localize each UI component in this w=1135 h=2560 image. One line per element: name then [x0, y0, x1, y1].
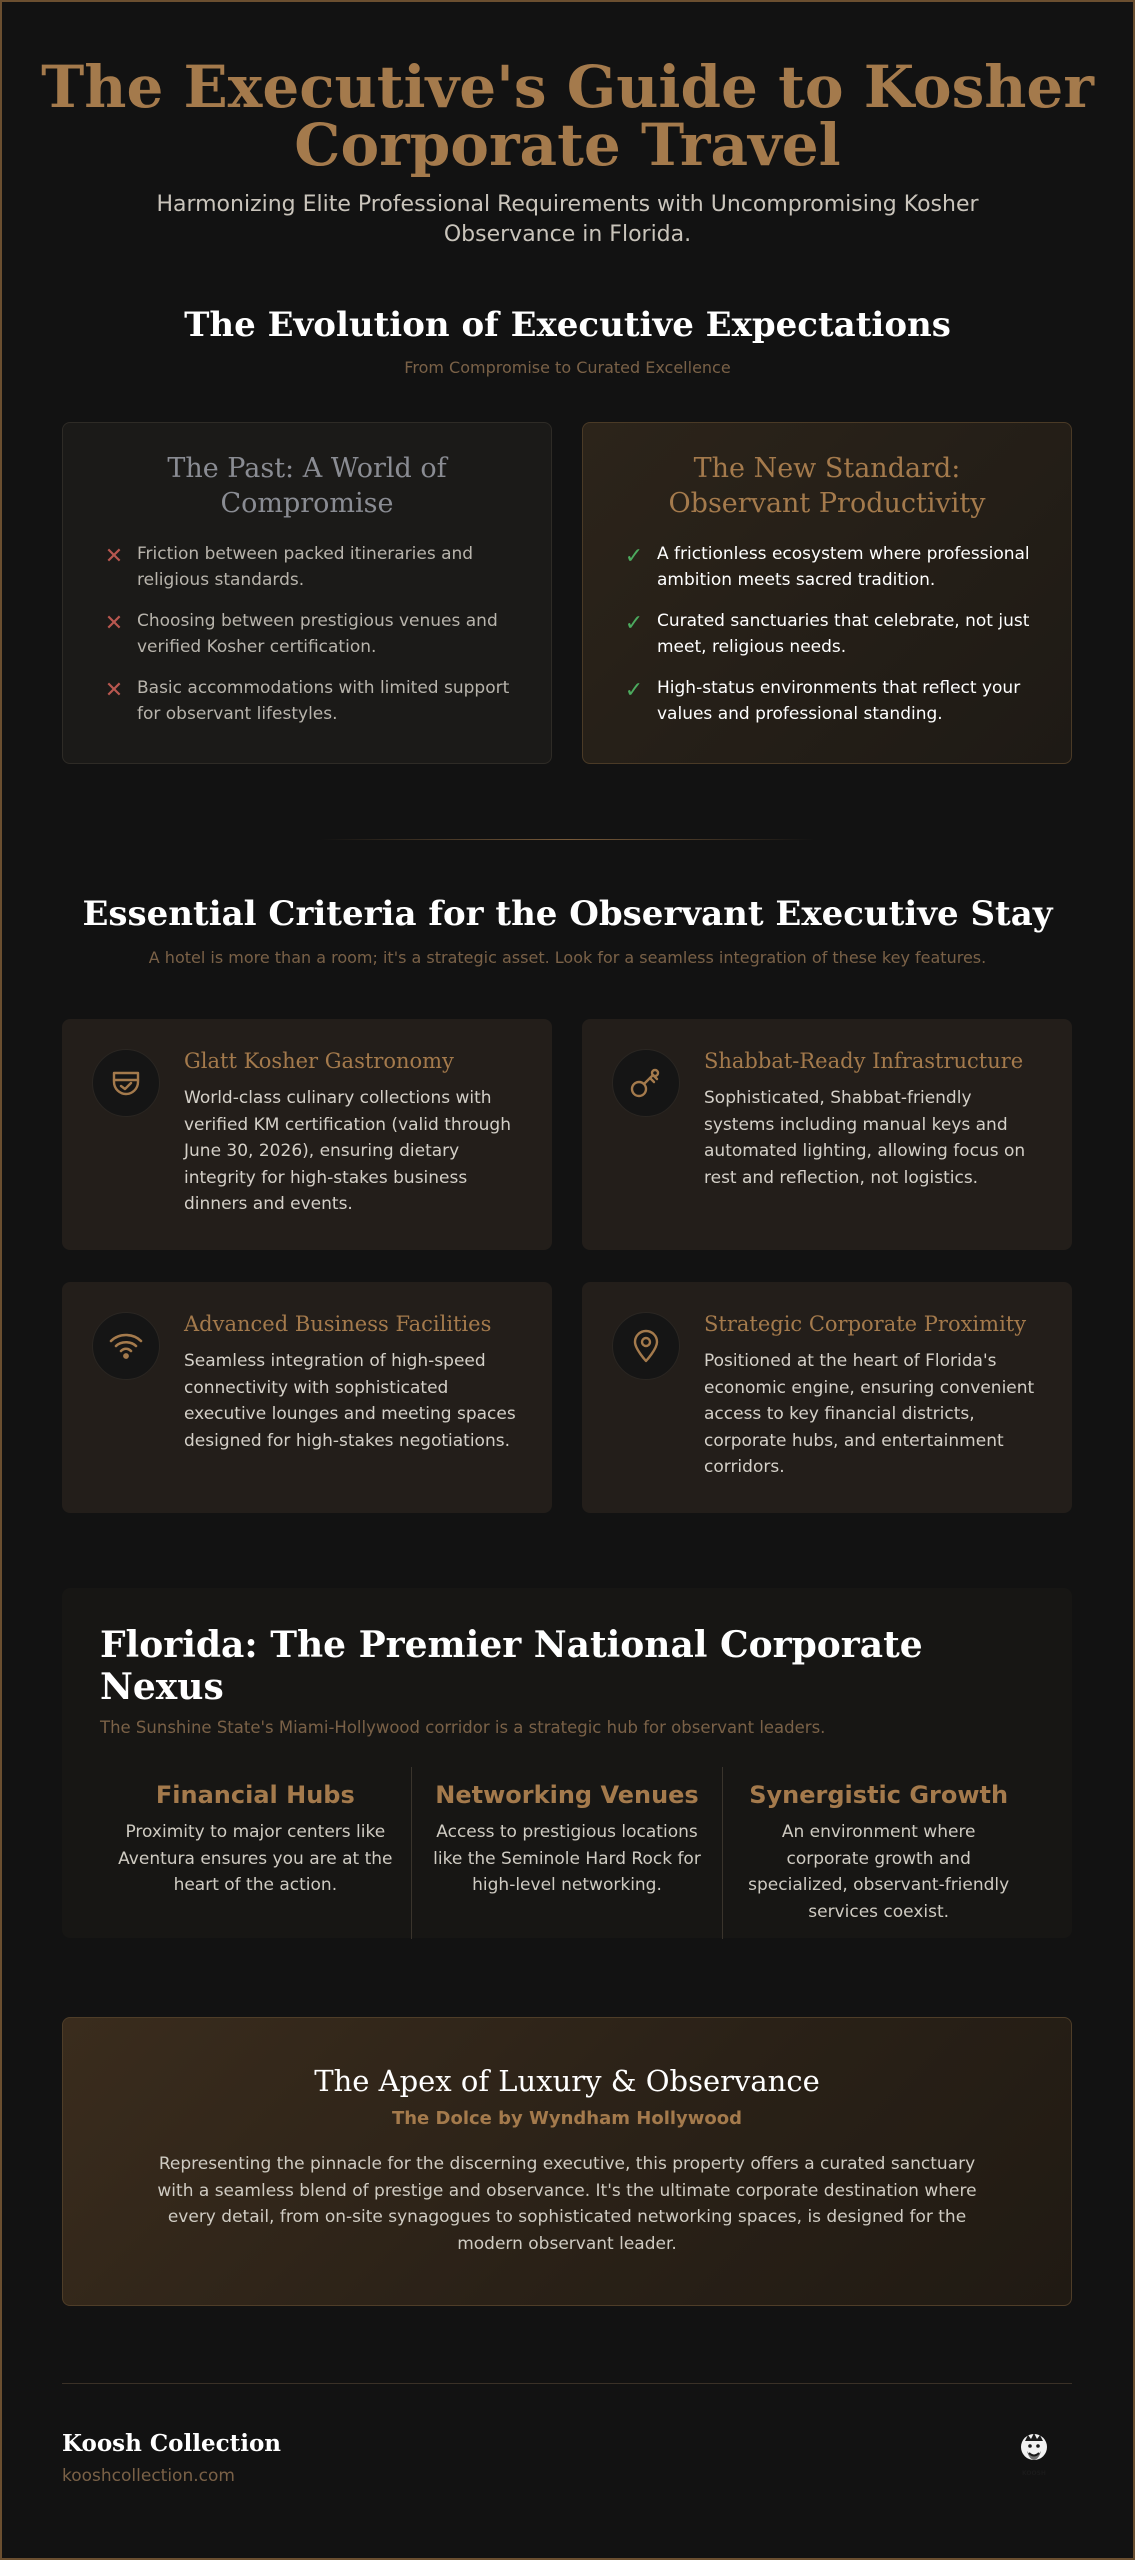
svg-text:KOOSH: KOOSH — [1022, 2470, 1046, 2477]
list-item: ✕ Friction between packed itineraries and religious standards. — [99, 541, 515, 593]
florida-nexus-panel — [62, 1588, 1072, 1938]
list-item: ✓ A frictionless ecosystem where professional ambition meets sacred tradition. — [619, 541, 1035, 593]
kosher-badge-icon — [92, 1049, 160, 1117]
feature-card-kosher — [62, 1019, 552, 1250]
nexus-column — [100, 1767, 411, 1939]
feature-card-business — [62, 1282, 552, 1513]
feature-description: Sophisticated, Shabbat-friendly systems including manual keys and automated lighting, allowing focus on rest and reflection, not logistics. — [704, 1088, 1026, 1188]
list-item: ✕ Choosing between prestigious venues and verified Kosher certification. — [99, 608, 515, 660]
criteria-subheading: A hotel is more than a room; it's a strategic asset. Look for a seamless integration of these key features. — [148, 948, 987, 967]
feature-description: Positioned at the heart of Florida's economic engine, ensuring convenient access to key financial districts, corporate hubs, and entertainment corridors. — [704, 1351, 1035, 1477]
apex-description: Representing the pinnacle for the discerning executive, this property offers a curated sanctuary with a seamless blend of prestige and observance. It's the ultimate corporate destination where every detail, from on-site synagogues to sophisticated networking spaces, is designed for the modern observant leader. — [157, 2154, 977, 2254]
lion-crest-icon — [1012, 2427, 1056, 2479]
check-icon: ✓ — [624, 611, 644, 636]
nexus-title: Florida: The Premier National Corporate Nexus — [100, 1624, 923, 1708]
column-description: Proximity to major centers like Aventura ensures you are at the heart of the action. — [118, 1822, 393, 1895]
key-icon — [612, 1049, 680, 1117]
feature-title: Advanced Business Facilities — [184, 1312, 492, 1336]
cross-icon: ✕ — [104, 544, 124, 569]
check-icon: ✓ — [624, 544, 644, 569]
feature-title: Strategic Corporate Proximity — [704, 1312, 1027, 1336]
section-divider — [320, 839, 815, 840]
past-card — [62, 422, 552, 764]
apex-title: The Apex of Luxury & Observance — [314, 2064, 820, 2098]
page-title: The Executive's Guide to Kosher Corporate Travel — [41, 53, 1094, 179]
check-icon: ✓ — [624, 678, 644, 703]
past-list — [99, 541, 515, 727]
nexus-column — [722, 1767, 1034, 1939]
cross-icon: ✕ — [104, 678, 124, 703]
map-pin-icon — [612, 1312, 680, 1380]
feature-card-proximity — [582, 1282, 1072, 1513]
feature-description: Seamless integration of high-speed connectivity with sophisticated executive lounges and meeting spaces designed for high-stakes negotiations. — [184, 1351, 516, 1451]
feature-description: World-class culinary collections with verified KM certification (valid through June 30, 2026), ensuring dietary integrity for high-stakes business dinners and events. — [184, 1088, 511, 1214]
wifi-icon — [92, 1312, 160, 1380]
nexus-columns — [100, 1767, 1034, 1939]
feature-title: Shabbat-Ready Infrastructure — [704, 1049, 1024, 1073]
nexus-subtitle: The Sunshine State's Miami-Hollywood corridor is a strategic hub for observant leaders. — [100, 1718, 826, 1737]
hotel-name: The Dolce by Wyndham Hollywood — [391, 2108, 743, 2129]
list-item: ✓ High-status environments that reflect your values and professional standing. — [619, 675, 1035, 727]
new-standard-card — [582, 422, 1072, 764]
cross-icon: ✕ — [104, 611, 124, 636]
footer-divider — [62, 2383, 1072, 2384]
feature-card-shabbat — [582, 1019, 1072, 1250]
column-title: Networking Venues — [435, 1781, 699, 1809]
column-description: Access to prestigious locations like the Seminole Hard Rock for high-level networking. — [433, 1822, 701, 1895]
page-subtitle: Harmonizing Elite Professional Requirements with Uncompromising Kosher Observance in Florida. — [156, 192, 979, 247]
column-title: Synergistic Growth — [749, 1781, 1009, 1809]
evolution-subheading: From Compromise to Curated Excellence — [404, 358, 731, 377]
footer-brand: Koosh Collection — [62, 2430, 282, 2457]
past-card-title: The Past: A World of Compromise — [167, 453, 447, 519]
new-standard-list — [619, 541, 1035, 727]
column-title: Financial Hubs — [155, 1781, 355, 1809]
list-item: ✓ Curated sanctuaries that celebrate, not just meet, religious needs. — [619, 608, 1035, 660]
evolution-heading: The Evolution of Executive Expectations — [184, 305, 951, 345]
criteria-heading: Essential Criteria for the Observant Executive Stay — [82, 894, 1053, 934]
footer-url-link[interactable]: kooshcollection.com — [62, 2466, 235, 2486]
column-description: An environment where corporate growth and specialized, observant-friendly services coexist. — [748, 1822, 1010, 1922]
new-standard-card-title: The New Standard: Observant Productivity — [668, 453, 986, 519]
list-item: ✕ Basic accommodations with limited support for observant lifestyles. — [99, 675, 515, 727]
nexus-column — [411, 1767, 723, 1939]
apex-feature-panel — [62, 2017, 1072, 2306]
feature-title: Glatt Kosher Gastronomy — [184, 1049, 454, 1073]
